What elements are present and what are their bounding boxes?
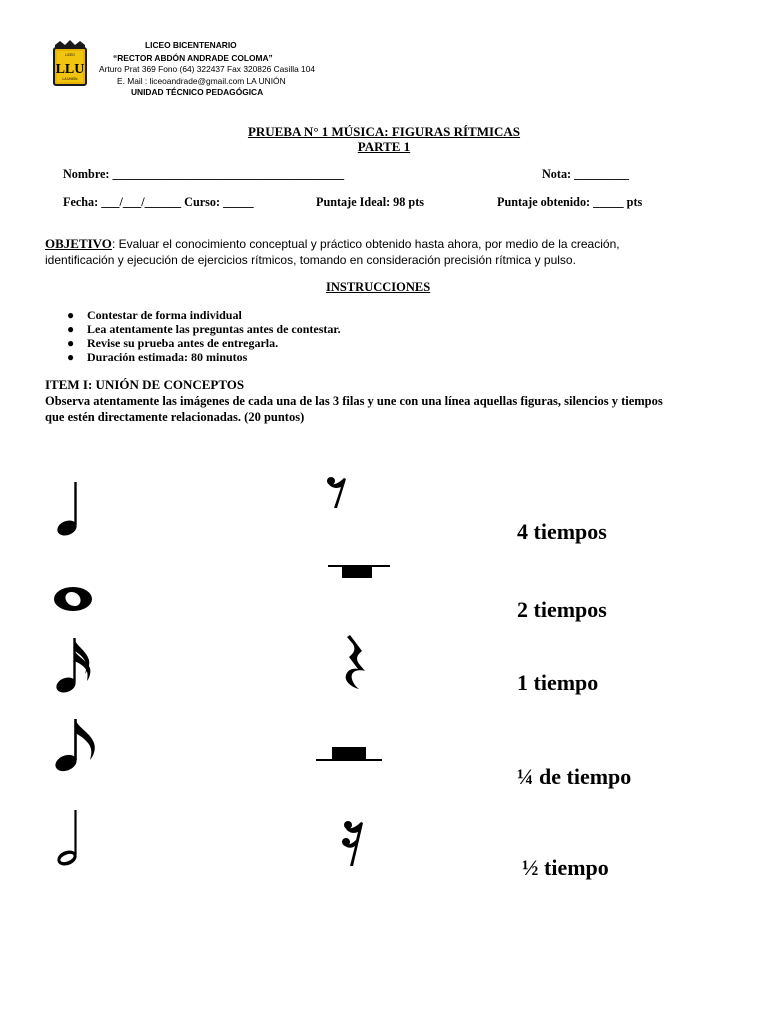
bullet-icon: ● (67, 322, 75, 336)
half-note-icon (52, 806, 92, 868)
tiempo-label: 2 tiempos (517, 597, 607, 622)
eighth-rest-icon (320, 470, 354, 514)
school-unit: UNIDAD TÉCNICO PEDAGÓGICA (131, 87, 264, 97)
half-rest-icon (314, 741, 384, 765)
quarter-rest-icon (338, 633, 372, 691)
school-subtitle: “RECTOR ABDÓN ANDRADE COLOMA” (113, 53, 273, 63)
logo-bottom-text: LA UNION (62, 77, 78, 81)
tiempo-label: ½ tiempo (522, 855, 609, 880)
sixteenth-note-icon (52, 634, 100, 696)
test-part: PARTE 1 (357, 139, 411, 154)
school-name: LICEO BICENTENARIO (145, 40, 237, 50)
fecha-curso-field: Fecha: ___/___/______ Curso: _____ (63, 195, 254, 209)
instruction-item: ● Contestar de forma individual (67, 308, 242, 322)
sixteenth-rest-icon (334, 812, 370, 872)
school-crest-icon (52, 39, 88, 87)
item1-instructions: Observa atentamente las imágenes de cada una de las 3 filas y une con una línea aquellas figuras, silencios y tiempos que estén directamente relacionadas. (20 puntos) (45, 394, 663, 424)
quarter-note-icon (52, 478, 92, 540)
test-title: PRUEBA N° 1 MÚSICA: FIGURAS RÍTMICAS (247, 124, 521, 139)
instruction-item: ● Lea atentamente las preguntas antes de contestar. (67, 322, 341, 336)
school-logo (52, 39, 88, 87)
eighth-note-icon (50, 715, 102, 775)
whole-rest-icon (326, 561, 392, 581)
tiempo-label: ¼ de tiempo (517, 764, 632, 789)
nombre-field: Nombre: ______________________________________ (63, 167, 345, 181)
logo-top-text: LICEO (65, 53, 75, 57)
instruction-item: ● Duración estimada: 80 minutos (67, 350, 248, 364)
tiempo-label: 4 tiempos (517, 519, 607, 544)
whole-note-icon (48, 580, 98, 618)
objective-label: OBJETIVO (45, 236, 112, 251)
school-email: E. Mail : liceoandrade@gmail.com LA UNIÓN (117, 76, 286, 86)
bullet-icon: ● (67, 308, 75, 322)
tiempo-label: 1 tiempo (517, 670, 599, 695)
item1-title: ITEM I: UNIÓN DE CONCEPTOS (45, 377, 245, 392)
instruction-item: ● Revise su prueba antes de entregarla. (67, 336, 279, 350)
school-address: Arturo Prat 369 Fono (64) 322437 Fax 320826 Casilla 104 (99, 64, 316, 74)
instructions-title: INSTRUCCIONES (326, 280, 431, 294)
puntaje-ideal: Puntaje Ideal: 98 pts (316, 195, 424, 209)
objective-text: : Evaluar el conocimiento conceptual y práctico obtenido hasta ahora, por medio de la creación, identificación y ejecución de ejercicios rítmicos, tomando en consideración precisión rítmica y pulso. (45, 237, 620, 267)
bullet-icon: ● (67, 350, 75, 364)
puntaje-obtenido: Puntaje obtenido: _____ pts (497, 195, 643, 209)
objective-paragraph (45, 236, 685, 268)
logo-main-text: LLU (55, 62, 85, 77)
bullet-icon: ● (67, 336, 75, 350)
instructions-list (63, 308, 341, 364)
nota-field: Nota: _________ (542, 167, 629, 181)
